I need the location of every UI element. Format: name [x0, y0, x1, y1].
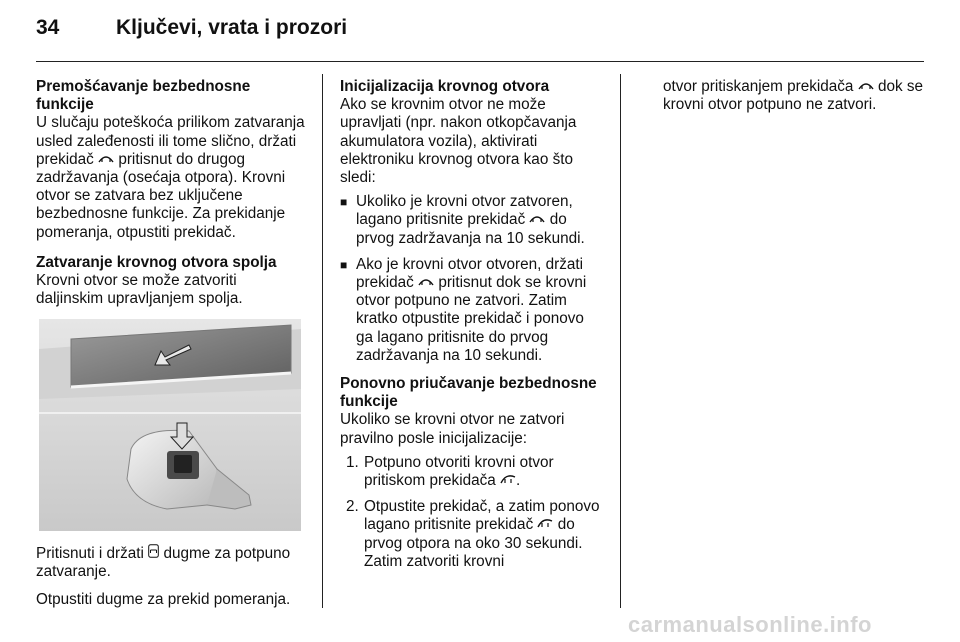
- column-divider-1: [322, 74, 323, 608]
- list-item: ■ Ako je krovni otvor otvoren, držati prekidač pritisnut dok se krovni otvor potpuno ne zatvori. Zatim kratko otpustite prekidač i ponovo ga lagano pritisnite do prvog zadržavanja na 10 sekundi.: [340, 256, 604, 365]
- list-item: 2. Otpustite prekidač, a zatim ponovo lagano pritisnite prekidač do prvog otpora na oko 30 sekundi. Zatim zatvoriti krovni: [346, 498, 600, 570]
- bullet-list-initialization: [340, 193, 604, 365]
- page-header: [36, 16, 924, 60]
- column-left: [36, 78, 306, 320]
- paragraph-safety-override: U slučaju poteškoća prilikom zatvaranja usled zaleđenosti ili tome slično, držati prekidač pritisnut do drugog zadržavanja (osećaja otpora). Krovni otvor se zatvara bez uključene bezbednosne funkcije. Za prekidanje pomeranja, otpustiti prekidač.: [36, 114, 305, 241]
- section-heading-safety-override: Premošćavanje bezbednosne funkcije: [36, 78, 251, 114]
- paragraph-relearn: Ukoliko se krovni otvor ne zatvori pravilno posle inicijalizacije:: [340, 411, 565, 447]
- paragraph-continued: otvor pritiskanjem prekidača dok se krovni otvor potpuno ne zatvori.: [663, 78, 924, 114]
- paragraph-close-outside: Krovni otvor se može zatvoriti daljinskim upravljanjem spolja.: [36, 272, 243, 308]
- column-right: [663, 78, 925, 124]
- section-heading-initialization: Inicijalizacija krovnog otvora: [340, 78, 550, 95]
- page-title: Ključevi, vrata i prozori: [116, 16, 348, 39]
- column-divider-2: [620, 74, 621, 608]
- section-heading-relearn: Ponovno priučavanje bezbednosne funkcije: [340, 375, 597, 411]
- watermark: carmanualsonline.info: [628, 612, 872, 637]
- page-number: 34: [36, 16, 60, 39]
- caption-press-hold: Pritisnuti i držati dugme za potpuno zatvaranje.: [36, 545, 291, 581]
- illustration-sunroof-key: [39, 319, 301, 531]
- figure-caption: [36, 544, 308, 620]
- sunroof-close-switch-icon: [858, 79, 874, 95]
- list-item: 1. Potpuno otvoriti krovni otvor pritiskom prekidača .: [346, 453, 554, 490]
- caption-release: Otpustiti dugme za prekid pomeranja.: [36, 591, 291, 609]
- header-divider: [36, 61, 924, 62]
- sunroof-open-switch-icon: [500, 473, 516, 489]
- paragraph-initialization: Ako se krovnim otvor ne može upravljati (npr. nakon otkopčavanja akumulatora vozila), aktivirati elektroniku krovnog otvora kao što sledi:: [340, 96, 577, 187]
- sunroof-close-switch-icon: [98, 152, 114, 168]
- sunroof-close-switch-icon: [418, 275, 434, 291]
- sunroof-close-switch-icon: [529, 212, 545, 228]
- list-item: ■ Ukoliko je krovni otvor zatvoren, lagano pritisnite prekidač do prvog zadržavanja na 10 sekundi.: [340, 193, 604, 248]
- key-sunroof-button-icon: [148, 546, 159, 562]
- section-heading-close-outside: Zatvaranje krovnog otvora spolja: [36, 253, 277, 271]
- column-middle: [340, 78, 604, 579]
- numbered-list-relearn: [340, 454, 604, 571]
- sunroof-open-switch-icon: [537, 517, 553, 533]
